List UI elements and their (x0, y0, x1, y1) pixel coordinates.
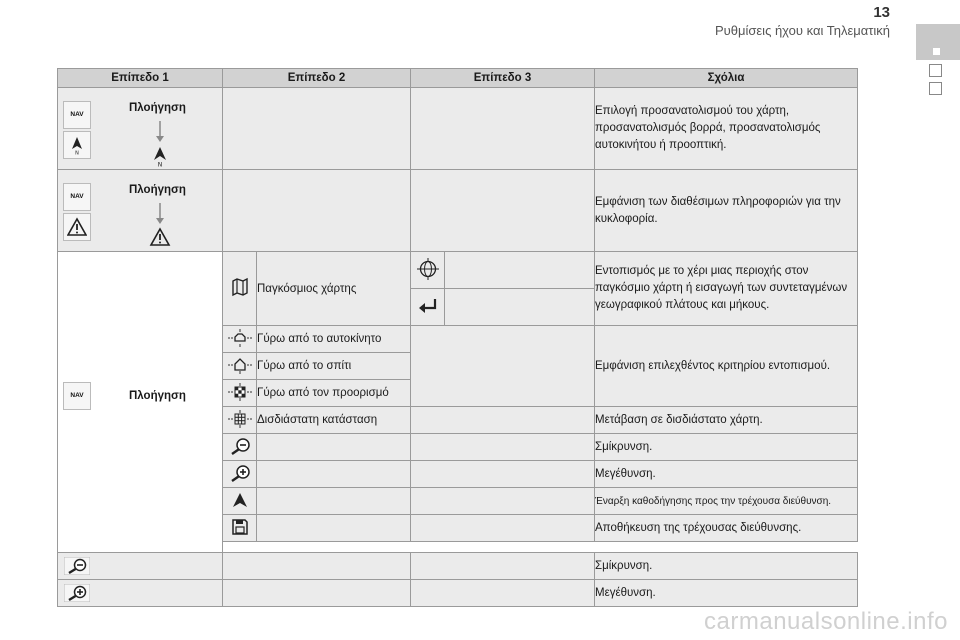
level3-label-cell (445, 289, 595, 326)
navigation-label: Πλοήγηση (129, 102, 186, 114)
level2-cell (223, 170, 411, 252)
level3-cell (411, 488, 595, 515)
side-tab (916, 24, 960, 60)
around-destination-label: Γύρω από τον προορισμό (257, 380, 411, 407)
comment-cell: Εντοπισμός με το χέρι μιας περιοχής στον παγκόσμιο χάρτη ή εισαγωγή των συντεταγμένων γεωγραφικού πλάτους και μήκους. (595, 252, 858, 326)
comment-cell: Μεγέθυνση. (595, 461, 858, 488)
level2-icon-cell (223, 353, 257, 380)
level2-icon-cell (223, 252, 257, 326)
level2-icon-cell (223, 326, 257, 353)
zoom-out-icon (229, 437, 251, 455)
around-home-label: Γύρω από το σπίτι (257, 353, 411, 380)
crosshair-globe-icon (417, 258, 439, 280)
level2-icon-cell (223, 515, 257, 542)
column-header: Επίπεδο 2 (223, 69, 411, 88)
level2-cell (223, 553, 411, 580)
map-2d-label: Δισδιάστατη κατάσταση (257, 407, 411, 434)
table-header-row (58, 69, 858, 88)
table-row (58, 580, 858, 607)
world-map-label: Παγκόσμιος χάρτης (257, 252, 411, 326)
warning-icon (63, 213, 91, 241)
table-row (58, 252, 858, 289)
warning-icon (149, 227, 171, 247)
table-row (58, 88, 858, 170)
level2-cell (223, 88, 411, 170)
level2-icon-cell (223, 407, 257, 434)
north-arrow-icon (150, 145, 170, 167)
navigation-label: Πλοήγηση (129, 390, 186, 402)
level3-icon-cell (411, 252, 445, 289)
level3-cell (411, 407, 595, 434)
comment-cell: Επιλογή προσανατολισμού του χάρτη, προσανατολισμός βορρά, προσανατολισμός αυτοκινήτου ή προοπτική. (595, 88, 858, 170)
column-header: Επίπεδο 1 (58, 69, 223, 88)
guidance-arrow-icon (231, 491, 249, 509)
arrow-down-icon (156, 121, 164, 143)
table-row (58, 170, 858, 252)
zoom-out-icon (64, 557, 90, 575)
world-map-icon (231, 277, 249, 297)
around-destination-icon (227, 383, 253, 401)
section-title: Ρυθμίσεις ήχου και Τηλεματική (714, 23, 890, 38)
level2-label-cell (257, 515, 411, 542)
svg-text:N: N (75, 150, 79, 155)
level2-label-cell (257, 434, 411, 461)
comment-cell: Έναρξη καθοδήγησης προς την τρέχουσα διεύθυνση. (595, 488, 858, 515)
level2-icon-cell (223, 434, 257, 461)
enter-icon (417, 296, 439, 316)
level1-cell (58, 170, 223, 252)
comment-cell: Αποθήκευση της τρέχουσας διεύθυνσης. (595, 515, 858, 542)
around-car-label: Γύρω από το αυτοκίνητο (257, 326, 411, 353)
comment-cell: Εμφάνιση επιλεχθέντος κριτηρίου εντοπισμού. (595, 326, 858, 407)
level3-label-cell (445, 252, 595, 289)
level1-cell (58, 252, 223, 569)
level3-cell (411, 553, 595, 580)
comment-cell: Σμίκρυνση. (595, 553, 858, 580)
comment-cell: Μεγέθυνση. (595, 580, 858, 607)
side-box (929, 64, 942, 77)
around-home-icon (227, 356, 253, 374)
level2-label-cell (257, 461, 411, 488)
table-row (58, 553, 858, 580)
level3-cell (411, 580, 595, 607)
level2-label-cell (257, 488, 411, 515)
around-car-icon (227, 329, 253, 347)
level3-icon-cell (411, 289, 445, 326)
svg-text:N: N (157, 161, 163, 167)
level1-cell (58, 88, 223, 170)
zoom-in-icon (229, 464, 251, 482)
map-2d-icon (227, 410, 253, 428)
level3-cell (411, 461, 595, 488)
menu-table (57, 68, 858, 569)
level1-cell (58, 553, 223, 580)
level2-icon-cell (223, 461, 257, 488)
save-icon (231, 518, 249, 536)
north-arrow-icon (63, 131, 91, 159)
level3-cell (411, 170, 595, 252)
navigation-label: Πλοήγηση (129, 184, 186, 196)
menu-table-bottom (57, 552, 858, 607)
side-box (929, 82, 942, 95)
level1-cell (58, 580, 223, 607)
watermark: carmanualsonline.info (704, 608, 948, 635)
comment-cell: Μετάβαση σε δισδιάστατο χάρτη. (595, 407, 858, 434)
level3-cell (411, 434, 595, 461)
comment-cell: Εμφάνιση των διαθέσιμων πληροφοριών για την κυκλοφορία. (595, 170, 858, 252)
arrow-down-icon (156, 203, 164, 225)
page-number: 13 (873, 4, 890, 21)
level2-icon-cell (223, 488, 257, 515)
nav-button-icon: NAV (63, 183, 91, 211)
level3-cell (411, 515, 595, 542)
column-header: Σχόλια (595, 69, 858, 88)
level2-icon-cell (223, 380, 257, 407)
level2-cell (223, 580, 411, 607)
column-header: Επίπεδο 3 (411, 69, 595, 88)
nav-button-icon: NAV (63, 101, 91, 129)
nav-button-icon: NAV (63, 382, 91, 410)
comment-cell: Σμίκρυνση. (595, 434, 858, 461)
zoom-in-icon (64, 584, 90, 602)
level3-cell (411, 88, 595, 170)
level3-cell (411, 326, 595, 407)
